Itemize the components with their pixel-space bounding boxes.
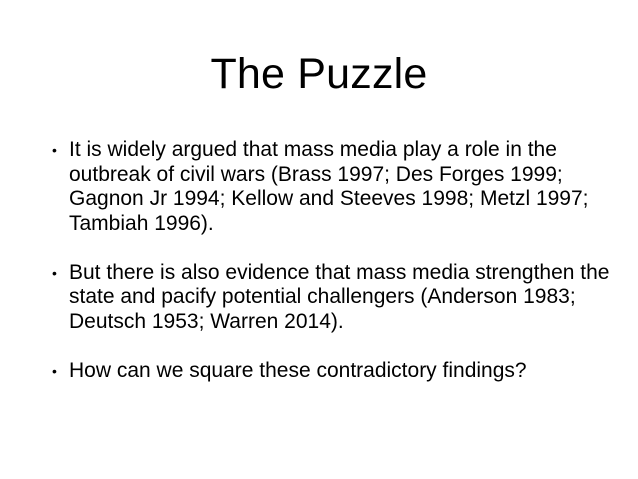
bullet-marker: • (52, 142, 57, 158)
bullet-item (52, 261, 612, 335)
bullet-text: It is widely argued that mass media play a role in the outbreak of civil wars (Brass 1997; Des Forges 1999; Gagnon Jr 1994; Kellow and Steeves 1998; Metzl 1997; Tambiah 1996). (69, 138, 589, 235)
bullet-list (52, 138, 612, 408)
bullet-text: How can we square these contradictory findings? (69, 358, 527, 382)
bullet-text: But there is also evidence that mass media strengthen the state and pacify potential challengers (Anderson 1983; Deutsch 1953; Warren 2014). (69, 260, 610, 333)
bullet-item (52, 359, 612, 384)
slide-title: The Puzzle (210, 50, 428, 98)
bullet-marker: • (52, 362, 57, 379)
bullet-marker: • (52, 264, 57, 281)
bullet-item (52, 138, 612, 236)
